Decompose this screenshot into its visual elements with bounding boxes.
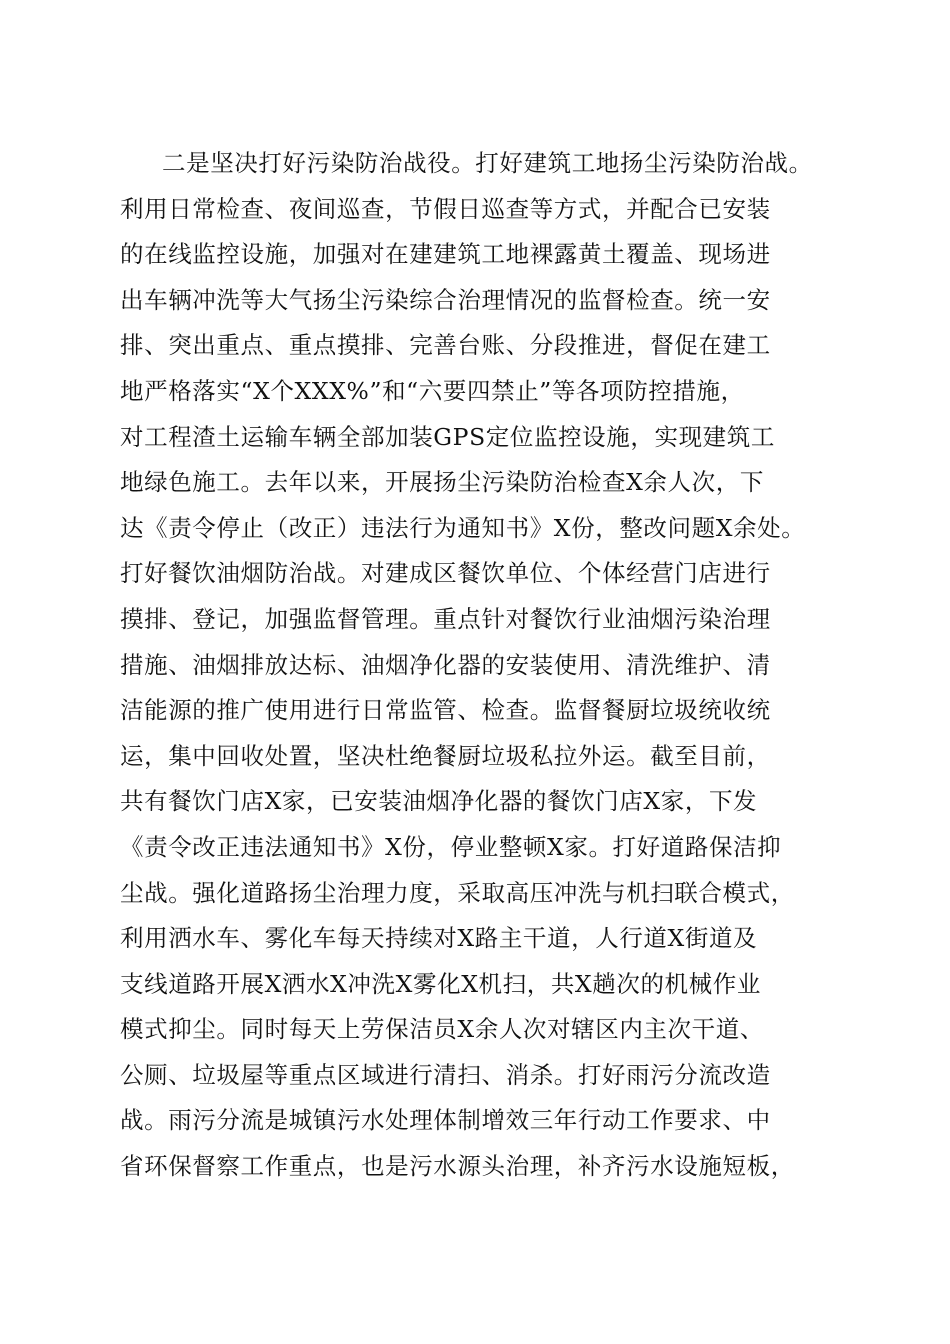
paragraph-line: 运，集中回收处置，坚决杜绝餐厨垃圾私拉外运。截至目前，: [120, 741, 771, 770]
paragraph-line: 共有餐饮门店X家，已安装油烟净化器的餐饮门店X家，下发: [120, 787, 758, 816]
paragraph-line: 措施、油烟排放达标、油烟净化器的安装使用、清洗维护、清: [120, 650, 771, 679]
paragraph-line: 的在线监控设施，加强对在建建筑工地裸露黄土覆盖、现场进: [120, 240, 771, 269]
paragraph-line: 战。雨污分流是城镇污水处理体制增效三年行动工作要求、中: [120, 1106, 771, 1135]
paragraph-line: 利用洒水车、雾化车每天持续对X路主干道，人行道X街道及: [120, 924, 758, 953]
paragraph-line: 打好餐饮油烟防治战。对建成区餐饮单位、个体经营门店进行: [120, 559, 771, 588]
paragraph-line: 地严格落实“X个XXX%”和“六要四禁止”等各项防控措施，: [120, 376, 745, 405]
paragraph-line: 达《责令停止（改正）违法行为通知书》X份，整改问题X余处。: [120, 513, 806, 542]
paragraph-line: 省环保督察工作重点，也是污水源头治理，补齐污水设施短板，: [120, 1152, 795, 1181]
paragraph-line: 支线道路开展X洒水X冲洗X雾化X机扫，共X趟次的机械作业: [120, 969, 761, 998]
paragraph-line: 《责令改正违法通知书》X份，停业整顿X家。打好道路保洁抑: [120, 832, 782, 861]
paragraph-line: 对工程渣土运输车辆全部加装GPS定位监控设施，实现建筑工: [120, 422, 775, 451]
paragraph-line: 二是坚决打好污染防治战役。打好建筑工地扬尘污染防治战。: [162, 149, 813, 177]
paragraph-line: 排、突出重点、重点摸排、完善台账、分段推进，督促在建工: [120, 331, 771, 360]
paragraph-line: 尘战。强化道路扬尘治理力度，采取高压冲洗与机扫联合模式，: [120, 878, 795, 907]
paragraph-line: 公厕、垃圾屋等重点区域进行清扫、消杀。打好雨污分流改造: [120, 1060, 771, 1089]
paragraph-line: 模式抑尘。同时每天上劳保洁员X余人次对辖区内主次干道、: [120, 1015, 764, 1044]
paragraph-line: 出车辆冲洗等大气扬尘污染综合治理情况的监督检查。统一安: [120, 285, 771, 314]
paragraph-line: 洁能源的推广使用进行日常监管、检查。监督餐厨垃圾统收统: [120, 696, 771, 725]
paragraph-line: 地绿色施工。去年以来，开展扬尘污染防治检查X余人次，下: [120, 468, 764, 497]
paragraph-line: 摸排、登记，加强监督管理。重点针对餐饮行业油烟污染治理: [120, 604, 771, 633]
paragraph-line: 利用日常检查、夜间巡查，节假日巡查等方式，并配合已安装: [120, 194, 771, 223]
body-paragraph: [120, 141, 840, 1190]
